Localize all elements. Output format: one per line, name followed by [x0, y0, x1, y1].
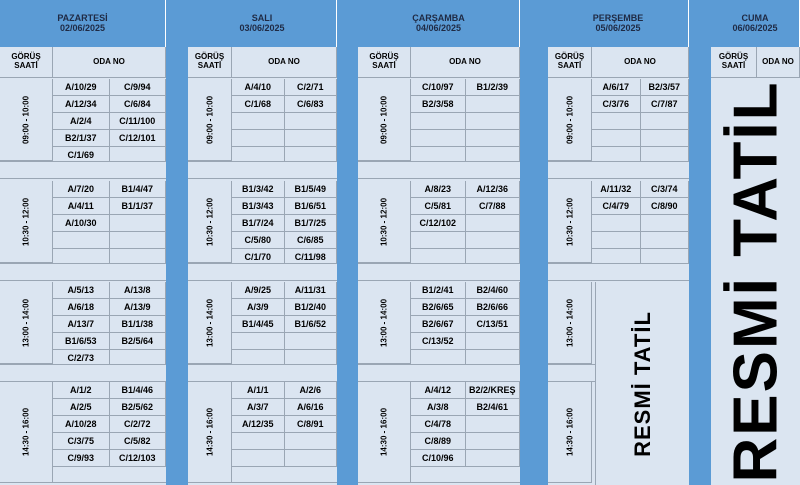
- room-cell: B2/3/58: [411, 96, 466, 113]
- day-date: 05/06/2025: [595, 22, 641, 33]
- room-cell: [592, 215, 641, 232]
- room-cell: [641, 130, 690, 147]
- room-cell: B1/2/39: [466, 79, 521, 96]
- day-header: [711, 0, 800, 47]
- room-cell: A/6/18: [53, 299, 110, 316]
- room-cell: [466, 333, 521, 350]
- time-slot-label: 10:30 - 12:00: [21, 197, 31, 246]
- room-cell: [53, 232, 110, 249]
- room-cell: B2/4/60: [466, 282, 521, 299]
- slot-separator: [548, 263, 689, 281]
- room-cell: [466, 450, 521, 467]
- room-cell: C/3/75: [53, 433, 110, 450]
- room-cell: B1/2/40: [285, 299, 338, 316]
- room-cell: C/5/82: [110, 433, 167, 450]
- room-cell: C/3/74: [641, 181, 690, 198]
- time-slot: [548, 282, 592, 364]
- room-cell: A/10/28: [53, 416, 110, 433]
- room-cell: A/2/6: [285, 382, 338, 399]
- day-header: [0, 0, 166, 47]
- room-cell: A/13/7: [53, 316, 110, 333]
- slot-spacer: [411, 467, 520, 483]
- room-cell: [592, 130, 641, 147]
- room-cell: [110, 232, 167, 249]
- room-cell: B1/5/49: [285, 181, 338, 198]
- day-date: 02/06/2025: [59, 22, 106, 33]
- room-cell: A/12/35: [232, 416, 285, 433]
- time-slot-label: 09:00 - 10:00: [205, 95, 214, 144]
- room-cell: C/7/87: [641, 96, 690, 113]
- room-cell: C/8/89: [411, 433, 466, 450]
- time-slot: [548, 181, 592, 263]
- room-cell: [592, 113, 641, 130]
- room-cell: B2/4/61: [466, 399, 521, 416]
- room-cell: C/8/91: [285, 416, 338, 433]
- room-cell: A/12/36: [466, 181, 521, 198]
- time-slot: [0, 282, 53, 364]
- room-cell: [285, 130, 338, 147]
- time-slot: [0, 181, 53, 263]
- room-cell: [232, 450, 285, 467]
- room-header: ODA NO: [757, 47, 800, 78]
- room-cell: B1/6/52: [285, 316, 338, 333]
- room-cell: A/4/11: [53, 198, 110, 215]
- room-cell: C/2/71: [285, 79, 338, 96]
- slot-separator: [358, 364, 520, 382]
- time-slot-label: 10:30 - 12:00: [565, 197, 574, 246]
- room-cell: B2/2/KREŞ: [466, 382, 521, 399]
- time-slot-label: 09:00 - 10:00: [379, 95, 389, 144]
- room-cell: C/8/90: [641, 198, 690, 215]
- holiday-banner: [595, 282, 689, 485]
- slot-spacer: [232, 467, 337, 483]
- room-cell: A/3/7: [232, 399, 285, 416]
- room-cell: [466, 113, 521, 130]
- room-cell: C/7/88: [466, 198, 521, 215]
- day-name: PERŞEMBE: [592, 12, 644, 23]
- room-cell: B1/3/43: [232, 198, 285, 215]
- room-cell: A/7/20: [53, 181, 110, 198]
- column-gap: [520, 0, 548, 485]
- room-cell: C/2/73: [53, 350, 110, 367]
- slot-header: GÖRÜŞ SAATİ: [548, 47, 592, 78]
- slot-header: GÖRÜŞ SAATİ: [711, 47, 757, 78]
- room-cell: B1/4/46: [110, 382, 167, 399]
- room-cell: C/11/98: [285, 249, 338, 266]
- time-slot: [358, 79, 411, 161]
- room-cell: B2/6/66: [466, 299, 521, 316]
- slot-separator: [0, 161, 166, 179]
- room-cell: C/13/51: [466, 316, 521, 333]
- room-cell: [466, 96, 521, 113]
- room-cell: [232, 433, 285, 450]
- room-cell: B1/6/51: [285, 198, 338, 215]
- room-cell: C/3/76: [592, 96, 641, 113]
- holiday-text: RESMİ TATİL: [721, 80, 790, 483]
- time-slot: [0, 382, 53, 483]
- time-slot-label: 14:30 - 16:00: [565, 407, 574, 457]
- time-slot: [188, 79, 232, 161]
- room-cell: A/2/5: [53, 399, 110, 416]
- time-slot-label: 14:30 - 16:00: [205, 407, 214, 457]
- room-cell: C/6/84: [110, 96, 167, 113]
- room-cell: [232, 333, 285, 350]
- room-cell: A/6/17: [592, 79, 641, 96]
- time-slot-label: 13:00 - 14:00: [565, 298, 574, 347]
- room-cell: A/10/30: [53, 215, 110, 232]
- column-gap: [689, 0, 711, 485]
- day-name: PAZARTESİ: [57, 12, 108, 23]
- room-cell: C/1/69: [53, 147, 110, 164]
- day-header: [548, 0, 689, 47]
- time-slot-label: 13:00 - 14:00: [21, 298, 31, 347]
- holiday-text: RESMİ TATİL: [629, 310, 655, 457]
- room-cell: A/6/16: [285, 399, 338, 416]
- room-cell: C/4/79: [592, 198, 641, 215]
- room-cell: B1/4/45: [232, 316, 285, 333]
- room-header: ODA NO: [53, 47, 166, 78]
- room-cell: B2/5/64: [110, 333, 167, 350]
- room-cell: C/1/68: [232, 96, 285, 113]
- room-cell: [285, 433, 338, 450]
- slot-separator: [0, 364, 166, 382]
- room-cell: [466, 433, 521, 450]
- time-slot: [188, 282, 232, 364]
- room-cell: [232, 113, 285, 130]
- time-slot-label: 10:30 - 12:00: [379, 197, 389, 246]
- room-cell: C/12/103: [110, 450, 167, 467]
- time-slot-label: 09:00 - 10:00: [21, 95, 31, 144]
- room-cell: C/11/100: [110, 113, 167, 130]
- room-cell: [110, 215, 167, 232]
- column-gap: [166, 0, 188, 485]
- room-cell: C/12/101: [110, 130, 167, 147]
- room-cell: [641, 232, 690, 249]
- room-cell: C/10/96: [411, 450, 466, 467]
- time-slot-label: 14:30 - 16:00: [379, 407, 389, 457]
- time-slot-label: 10:30 - 12:00: [205, 197, 214, 246]
- room-cell: B1/7/24: [232, 215, 285, 232]
- time-slot-label: 09:00 - 10:00: [565, 95, 574, 144]
- day-header: [358, 0, 520, 47]
- room-cell: B1/7/25: [285, 215, 338, 232]
- room-cell: B1/3/42: [232, 181, 285, 198]
- slot-separator: [548, 161, 689, 179]
- day-name: ÇARŞAMBA: [412, 12, 465, 23]
- day-name: SALI: [251, 12, 273, 23]
- slot-separator: [188, 161, 337, 179]
- slot-header: GÖRÜŞ SAATİ: [0, 47, 53, 78]
- room-cell: A/4/12: [411, 382, 466, 399]
- room-cell: B1/4/47: [110, 181, 167, 198]
- room-cell: [592, 232, 641, 249]
- slot-spacer: [53, 467, 166, 483]
- room-cell: C/1/70: [232, 249, 285, 266]
- room-cell: A/1/1: [232, 382, 285, 399]
- time-slot: [358, 282, 411, 364]
- time-slot: [188, 181, 232, 263]
- room-cell: [466, 215, 521, 232]
- time-slot-label: 14:30 - 16:00: [21, 407, 31, 457]
- room-cell: C/2/72: [110, 416, 167, 433]
- room-cell: C/9/93: [53, 450, 110, 467]
- room-cell: A/11/31: [285, 282, 338, 299]
- room-cell: [466, 416, 521, 433]
- room-cell: [411, 232, 466, 249]
- slot-header: GÖRÜŞ SAATİ: [358, 47, 411, 78]
- room-cell: B2/3/57: [641, 79, 690, 96]
- room-cell: B1/1/37: [110, 198, 167, 215]
- room-cell: C/5/81: [411, 198, 466, 215]
- room-cell: A/5/13: [53, 282, 110, 299]
- room-cell: A/9/25: [232, 282, 285, 299]
- time-slot: [188, 382, 232, 483]
- day-date: 03/06/2025: [239, 22, 285, 33]
- room-cell: A/3/8: [411, 399, 466, 416]
- day-name: CUMA: [741, 12, 769, 23]
- holiday-banner: [711, 78, 800, 485]
- room-cell: B2/1/37: [53, 130, 110, 147]
- room-cell: [285, 113, 338, 130]
- time-slot: [548, 382, 592, 483]
- room-cell: C/9/94: [110, 79, 167, 96]
- time-slot: [0, 79, 53, 161]
- room-cell: A/11/32: [592, 181, 641, 198]
- room-cell: B1/6/53: [53, 333, 110, 350]
- day-date: 04/06/2025: [415, 22, 462, 33]
- slot-header: GÖRÜŞ SAATİ: [188, 47, 232, 78]
- room-cell: [466, 130, 521, 147]
- room-cell: B1/2/41: [411, 282, 466, 299]
- room-cell: [411, 130, 466, 147]
- room-cell: A/13/8: [110, 282, 167, 299]
- room-header: ODA NO: [232, 47, 337, 78]
- room-cell: C/5/80: [232, 232, 285, 249]
- column-gap: [337, 0, 358, 485]
- room-cell: C/4/78: [411, 416, 466, 433]
- room-cell: [285, 450, 338, 467]
- slot-separator: [188, 364, 337, 382]
- room-cell: A/1/2: [53, 382, 110, 399]
- room-cell: [411, 113, 466, 130]
- room-cell: A/13/9: [110, 299, 167, 316]
- day-date: 06/06/2025: [732, 22, 778, 33]
- time-slot-label: 13:00 - 14:00: [205, 298, 214, 347]
- slot-separator: [188, 263, 337, 281]
- slot-separator: [358, 161, 520, 179]
- room-cell: [232, 130, 285, 147]
- room-cell: A/3/9: [232, 299, 285, 316]
- room-cell: A/10/29: [53, 79, 110, 96]
- time-slot: [358, 382, 411, 483]
- room-cell: A/8/23: [411, 181, 466, 198]
- time-slot-label: 13:00 - 14:00: [379, 298, 389, 347]
- room-cell: A/12/34: [53, 96, 110, 113]
- room-cell: C/6/85: [285, 232, 338, 249]
- room-cell: B1/1/38: [110, 316, 167, 333]
- time-slot: [548, 79, 592, 161]
- room-cell: C/10/97: [411, 79, 466, 96]
- room-cell: [285, 333, 338, 350]
- room-cell: B2/6/67: [411, 316, 466, 333]
- room-cell: A/4/10: [232, 79, 285, 96]
- room-cell: B2/5/62: [110, 399, 167, 416]
- room-cell: C/6/83: [285, 96, 338, 113]
- slot-separator: [358, 263, 520, 281]
- room-cell: C/13/52: [411, 333, 466, 350]
- room-cell: A/2/4: [53, 113, 110, 130]
- room-header: ODA NO: [592, 47, 689, 78]
- room-cell: C/12/102: [411, 215, 466, 232]
- room-cell: [641, 215, 690, 232]
- slot-separator: [0, 263, 166, 281]
- room-cell: [641, 113, 690, 130]
- room-cell: B2/6/65: [411, 299, 466, 316]
- time-slot: [358, 181, 411, 263]
- day-header: [188, 0, 337, 47]
- room-cell: [466, 232, 521, 249]
- room-header: ODA NO: [411, 47, 520, 78]
